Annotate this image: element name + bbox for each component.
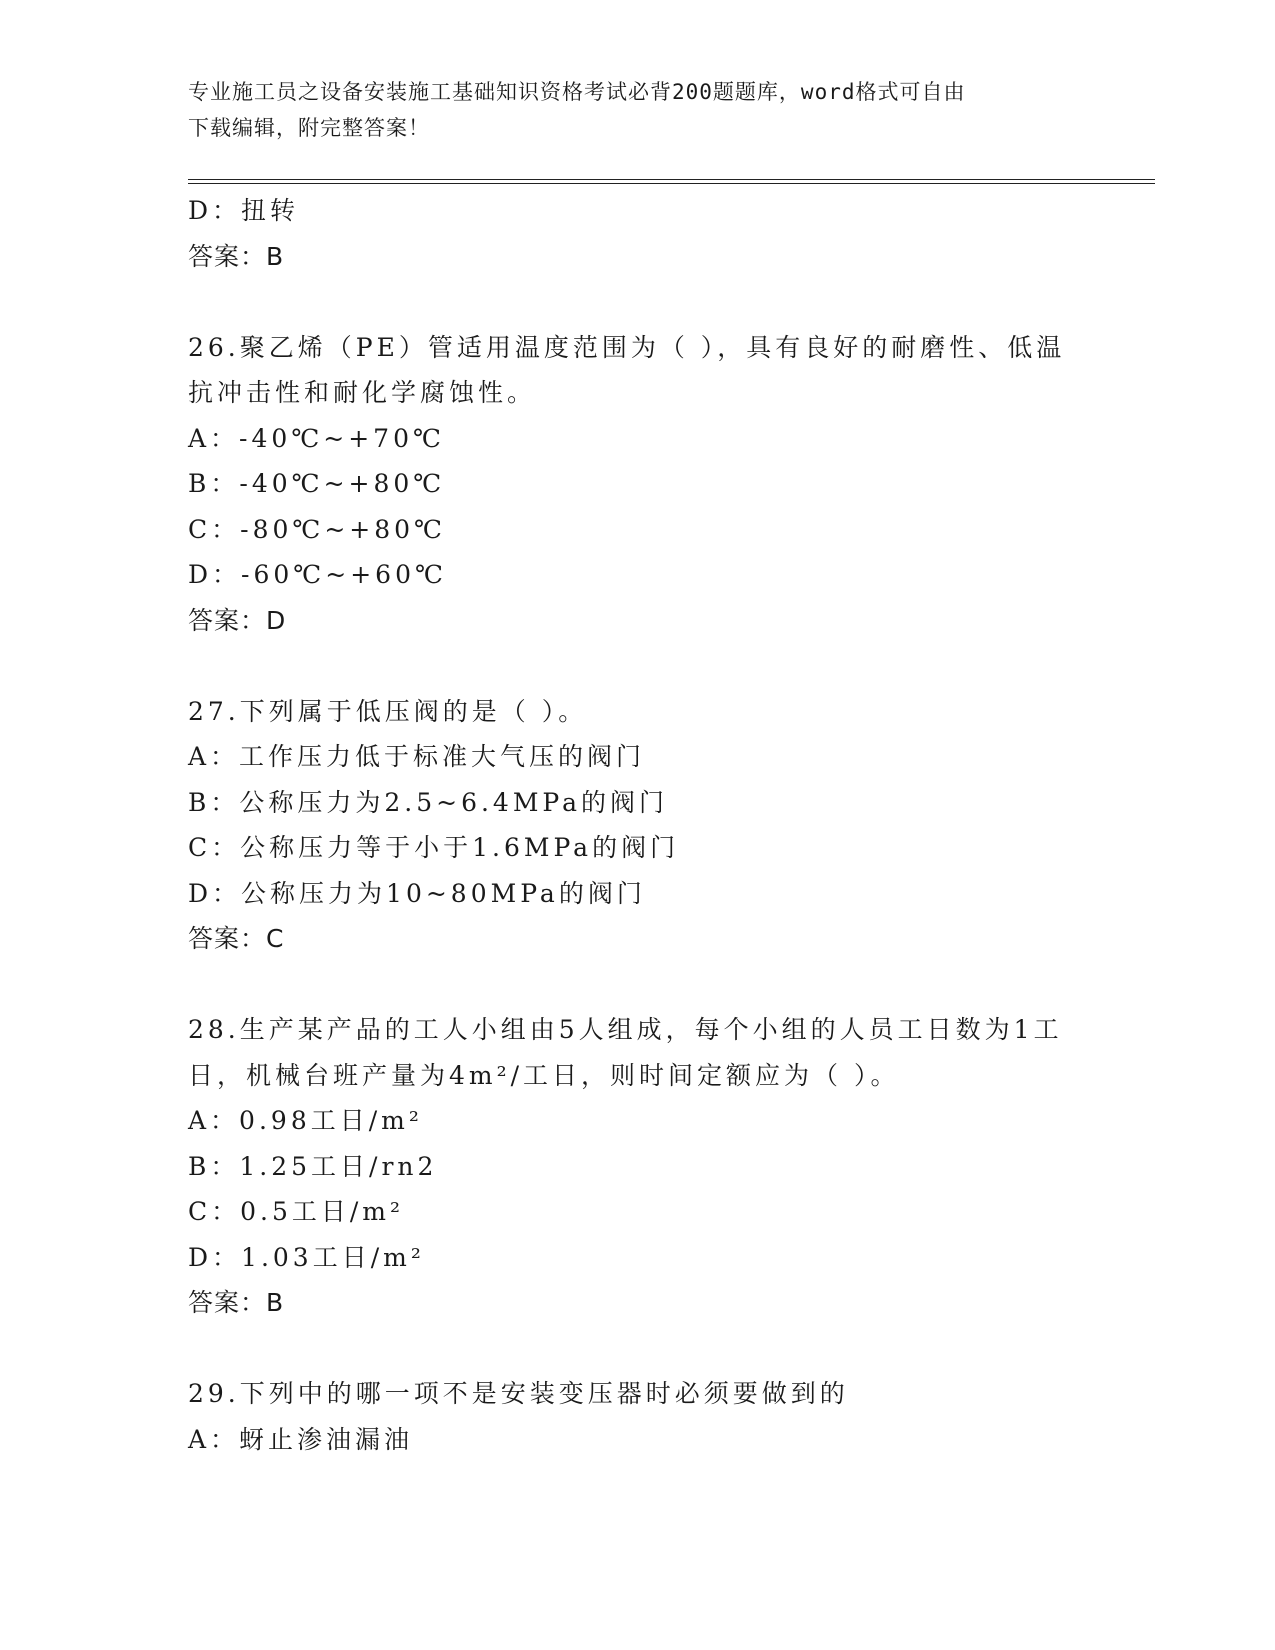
- option-c: C：公称压力等于小于1.6MPa的阀门: [188, 833, 680, 862]
- header-divider: [188, 179, 1155, 184]
- option-a: A：0.98工日/m²: [188, 1106, 423, 1135]
- question-stem: 27.下列属于低压阀的是（ ）。: [188, 696, 588, 726]
- question-28: [188, 1007, 1088, 1326]
- option-a: A：工作压力低于标准大气压的阀门: [188, 742, 646, 771]
- option-c: C：0.5工日/m²: [188, 1197, 405, 1226]
- option-d: D：-60℃~+60℃: [188, 560, 447, 589]
- question-stem: 29.下列中的哪一项不是安装变压器时必须要做到的: [188, 1379, 849, 1408]
- question-stem: 28.生产某产品的工人小组由5人组成，每个小组的人员工日数为1工: [188, 1015, 1063, 1044]
- option-b: B：公称压力为2.5~6.4MPa的阀门: [188, 787, 669, 817]
- prev-answer: 答案：B: [188, 241, 285, 271]
- option-d: D：1.03工日/m²: [188, 1242, 425, 1272]
- question-stem: 日，机械台班产量为4m²/工日，则时间定额应为（ ）。: [188, 1060, 900, 1090]
- header-line-2: 下载编辑，附完整答案！: [188, 116, 430, 140]
- question-stem: 26.聚乙烯（PE）管适用温度范围为（ ），具有良好的耐磨性、低温: [188, 332, 1066, 362]
- spacer: [188, 1326, 1088, 1372]
- page-header: [188, 74, 1088, 146]
- spacer: [188, 643, 1088, 689]
- question-stem: 抗冲击性和耐化学腐蚀性。: [188, 378, 537, 407]
- question-26: [188, 325, 1088, 644]
- question-29: [188, 1371, 1088, 1462]
- option-a: A：蚜止渗油漏油: [188, 1424, 414, 1454]
- spacer: [188, 279, 1088, 325]
- option-c: C：-80℃~+80℃: [188, 514, 447, 544]
- answer: 答案：B: [188, 1288, 285, 1317]
- answer: 答案：D: [188, 605, 287, 635]
- question-27: [188, 689, 1088, 962]
- prev-option-d: D：扭转: [188, 196, 300, 225]
- spacer: [188, 962, 1088, 1008]
- answer: 答案：C: [188, 924, 285, 953]
- header-line-1: 专业施工员之设备安装施工基础知识资格考试必背200题题库，word格式可自由: [188, 80, 966, 104]
- question-content: [188, 188, 1088, 1462]
- option-b: B：1.25工日/rn2: [188, 1151, 438, 1181]
- option-b: B：-40℃~+80℃: [188, 469, 446, 498]
- option-a: A：-40℃~+70℃: [188, 423, 445, 453]
- option-d: D：公称压力为10~80MPa的阀门: [188, 878, 646, 908]
